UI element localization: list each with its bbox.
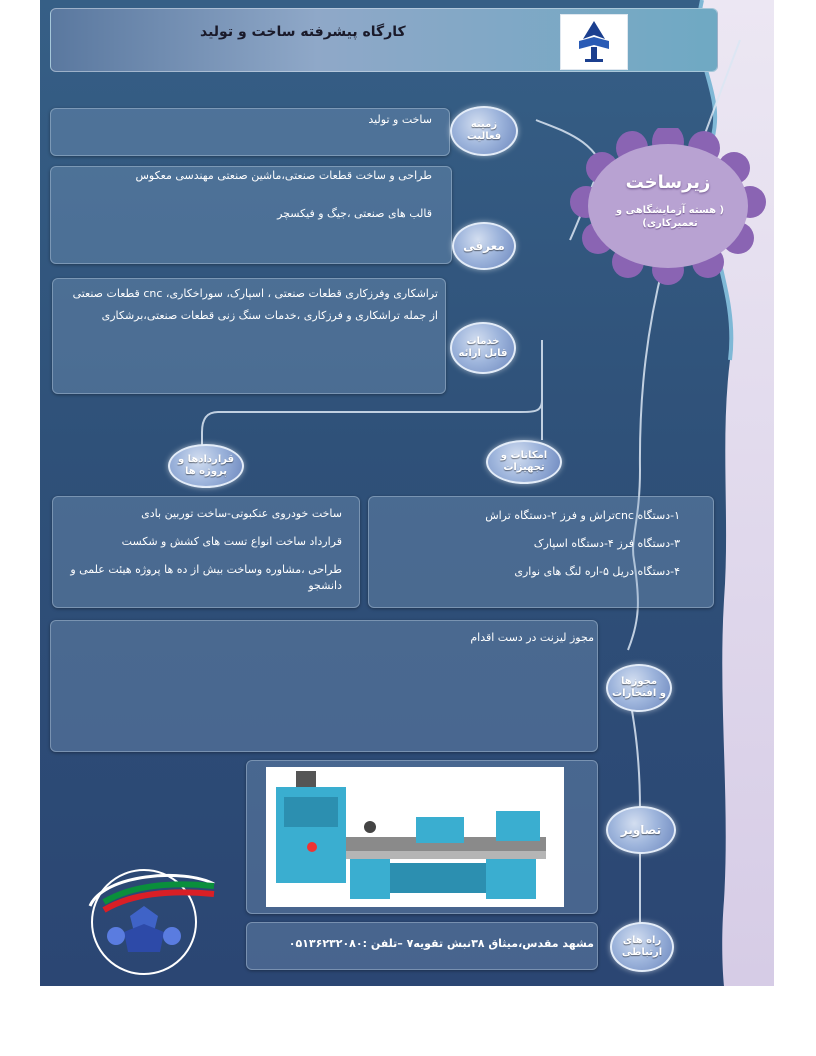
flower-label: زیرساخت: [625, 172, 711, 193]
poster: [40, 0, 774, 986]
services-bubble: خدمات قابل ارائه: [450, 322, 516, 374]
flower-sublabel: ( هسته آزمایشگاهی و تعمیرکاری): [615, 205, 725, 229]
lathe-machine-image: [266, 767, 564, 907]
permits-bubble: مجوزها و افتخارات: [606, 664, 672, 712]
anniversary-badge-icon: [64, 856, 224, 976]
intro-bubble: معرفی: [452, 222, 516, 270]
contact-line-1: مشهد مقدس،میثاق ۳۸نبش تقویه۷ –تلفن :۰۵۱۳۶۲۳۲۰۸۰: [288, 937, 594, 950]
equipment-line-1: ۱-دستگاه cncتراش و فرز ۲-دستگاه تراش: [485, 509, 680, 522]
contracts-line-2: قرارداد ساخت انواع تست های کشش و شکست: [121, 535, 342, 548]
images-bubble: تصاویر: [606, 806, 676, 854]
page-title: کارگاه پیشرفته ساخت و تولید: [200, 24, 406, 40]
field-bubble: زمینه فعالیت: [450, 106, 518, 156]
intro-line-1: طراحی و ساخت قطعات صنعتی،ماشین صنعتی مهندسی معکوس: [135, 169, 432, 182]
services-line-1: تراشکاری وفرزکاری قطعات صنعتی ، اسپارک، سوراخکاری، cnc قطعات صنعتی: [72, 287, 438, 300]
permits-line-1: مجوز لیزنت در دست اقدام: [470, 631, 594, 644]
field-line-1: ساخت و تولید: [368, 113, 432, 126]
equipment-line-3: ۴-دستگاه دریل ۵-اره لنگ های نواری: [514, 565, 680, 578]
intro-line-2: قالب های صنعتی ،جیگ و فیکسچر: [277, 207, 432, 220]
equipment-line-2: ۳-دستگاه فرز ۴-دستگاه اسپارک: [533, 537, 680, 550]
university-logo-icon: [560, 14, 628, 70]
contracts-line-3: طراحی ،مشاوره وساخت بیش از ده ها پروژه هیئت علمی و دانشجو: [70, 563, 342, 592]
contracts-bubble: قراردادها و پروژه ها: [168, 444, 244, 488]
services-line-2: از جمله تراشکاری و فرزکاری ،خدمات سنگ زنی قطعات صنعتی،برشکاری: [101, 309, 438, 322]
contact-bubble: راه های ارتباطی: [610, 922, 674, 972]
equipment-bubble: امکانات و تجهیزات: [486, 440, 562, 484]
contracts-line-1: ساخت خودروی عنکبوتی-ساخت توربین بادی: [141, 507, 342, 520]
